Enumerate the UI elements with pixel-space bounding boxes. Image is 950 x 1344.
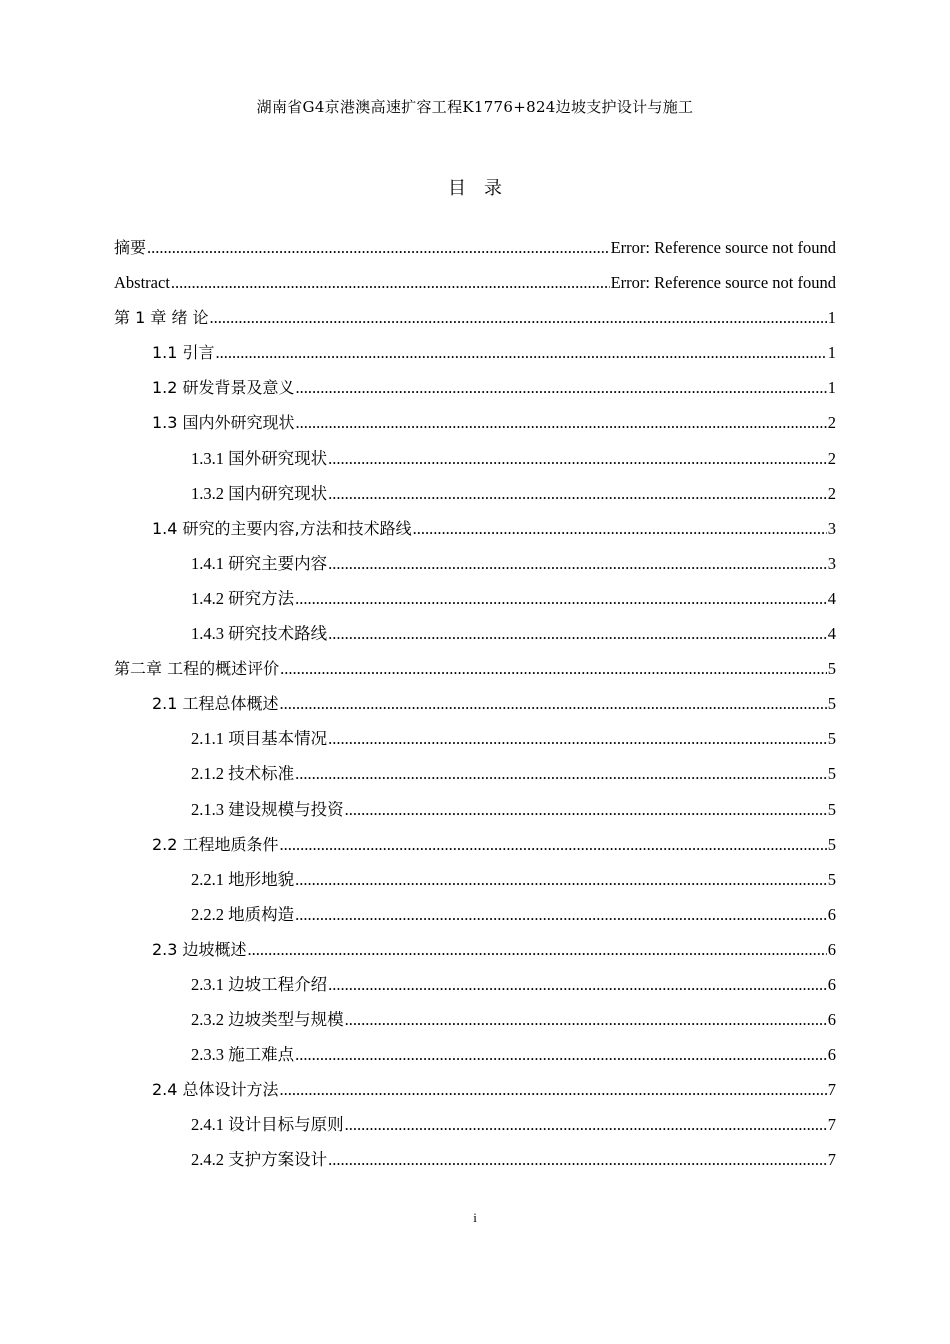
toc-entry[interactable] [114, 721, 836, 756]
toc-leader-dots [280, 686, 827, 721]
toc-entry-page: 3 [827, 518, 836, 538]
toc-leader-dots [171, 265, 610, 300]
toc-entry-page: 6 [827, 1010, 836, 1030]
toc-entry-label: 2.1.2 技术标准 [191, 764, 295, 784]
toc-leader-dots [328, 1142, 827, 1177]
toc-leader-dots [328, 441, 827, 476]
toc-entry-label: 2.2.1 地形地貌 [191, 869, 295, 889]
toc-leader-dots [295, 1037, 827, 1072]
toc-entry-label: 1.4.3 研究技术路线 [191, 624, 328, 644]
toc-entry-label: 1.4 研究的主要内容,方法和技术路线 [152, 518, 412, 538]
toc-title: 目 录 [448, 178, 502, 199]
toc-entry[interactable] [114, 1142, 836, 1177]
toc-entry-label: 1.3.1 国外研究现状 [191, 448, 328, 468]
toc-entry[interactable] [114, 476, 836, 511]
toc-entry-label: 2.3.1 边坡工程介绍 [191, 974, 328, 994]
toc-entry[interactable] [114, 265, 836, 300]
toc-entry[interactable] [114, 616, 836, 651]
toc-entry-label: 2.1 工程总体概述 [152, 694, 279, 714]
toc-entry-label: 1.1 引言 [152, 343, 215, 363]
toc-entry-label: 1.3 国内外研究现状 [152, 413, 295, 433]
toc-entry-label: 1.4.2 研究方法 [191, 588, 295, 608]
toc-entry-page: 5 [827, 694, 836, 714]
toc-entry-page: 2 [827, 413, 836, 433]
toc-entry[interactable] [114, 651, 836, 686]
toc-entry-page: 5 [827, 834, 836, 854]
toc-entry-page: 5 [827, 799, 836, 819]
toc-entry[interactable] [114, 335, 836, 370]
toc-entry-page: 6 [827, 939, 836, 959]
toc-leader-dots [295, 581, 827, 616]
toc-entry-page: Error: Reference source not found [610, 238, 836, 257]
toc-entry[interactable] [114, 1072, 836, 1107]
toc-entry-page: 1 [827, 378, 836, 398]
toc-entry[interactable] [114, 441, 836, 476]
toc-leader-dots [147, 230, 610, 265]
toc-entry[interactable] [114, 581, 836, 616]
toc-leader-dots [345, 1107, 827, 1142]
toc-leader-dots [210, 300, 827, 335]
toc-entry-page: 4 [827, 588, 836, 608]
toc-leader-dots [328, 476, 827, 511]
toc-leader-dots [280, 1072, 827, 1107]
toc-entry[interactable] [114, 405, 836, 440]
toc-entry-label: 1.4.1 研究主要内容 [191, 553, 328, 573]
toc-entry[interactable] [114, 1037, 836, 1072]
table-of-contents [114, 230, 836, 1178]
toc-entry-page: 4 [827, 624, 836, 644]
toc-entry-label: 2.3 边坡概述 [152, 939, 247, 959]
toc-entry-label: 第 1 章 绪 论 [114, 308, 209, 328]
toc-entry-label: 第二章 工程的概述评价 [114, 659, 280, 679]
toc-entry-page: 1 [827, 343, 836, 363]
toc-entry[interactable] [114, 300, 836, 335]
toc-entry-label: 2.4 总体设计方法 [152, 1080, 279, 1100]
toc-entry[interactable] [114, 686, 836, 721]
toc-entry[interactable] [114, 932, 836, 967]
toc-entry-label: 2.2 工程地质条件 [152, 834, 279, 854]
toc-entry[interactable] [114, 230, 836, 265]
toc-leader-dots [295, 897, 827, 932]
toc-entry-label: 2.3.2 边坡类型与规模 [191, 1010, 344, 1030]
toc-leader-dots [328, 616, 827, 651]
toc-entry-page: Error: Reference source not found [610, 273, 836, 293]
toc-leader-dots [345, 792, 827, 827]
toc-entry-page: 1 [827, 308, 836, 328]
toc-entry-label: 2.4.1 设计目标与原则 [191, 1115, 344, 1135]
toc-entry-page: 5 [827, 869, 836, 889]
toc-leader-dots [328, 721, 827, 756]
toc-leader-dots [345, 1002, 827, 1037]
toc-leader-dots [413, 511, 827, 546]
toc-entry-label: Abstract [114, 273, 170, 293]
toc-leader-dots [216, 335, 827, 370]
toc-entry[interactable] [114, 897, 836, 932]
toc-leader-dots [295, 862, 827, 897]
toc-entry-label: 2.4.2 支护方案设计 [191, 1150, 328, 1170]
toc-leader-dots [248, 932, 827, 967]
toc-entry-page: 5 [827, 659, 836, 679]
toc-leader-dots [280, 651, 827, 686]
toc-entry[interactable] [114, 967, 836, 1002]
toc-leader-dots [328, 967, 827, 1002]
toc-entry-page: 3 [827, 553, 836, 573]
toc-leader-dots [296, 405, 827, 440]
toc-entry-page: 7 [827, 1115, 836, 1135]
toc-entry[interactable] [114, 1002, 836, 1037]
toc-entry[interactable] [114, 546, 836, 581]
toc-entry-label: 1.2 研发背景及意义 [152, 378, 295, 398]
toc-entry-page: 7 [827, 1150, 836, 1170]
toc-entry[interactable] [114, 792, 836, 827]
toc-leader-dots [296, 370, 827, 405]
toc-entry[interactable] [114, 756, 836, 791]
toc-entry-label: 2.1.3 建设规模与投资 [191, 799, 344, 819]
toc-entry-page: 2 [827, 483, 836, 503]
toc-entry[interactable] [114, 862, 836, 897]
toc-entry[interactable] [114, 370, 836, 405]
page-number: i [473, 1210, 477, 1225]
toc-entry-page: 7 [827, 1080, 836, 1100]
toc-entry-page: 6 [827, 974, 836, 994]
toc-leader-dots [328, 546, 827, 581]
toc-entry-label: 2.2.2 地质构造 [191, 904, 295, 924]
toc-entry-label: 摘要 [114, 238, 147, 257]
toc-entry-page: 5 [827, 764, 836, 784]
toc-entry-page: 6 [827, 904, 836, 924]
toc-entry-label: 1.3.2 国内研究现状 [191, 483, 328, 503]
toc-entry[interactable] [114, 1107, 836, 1142]
toc-entry-page: 2 [827, 448, 836, 468]
toc-leader-dots [280, 827, 827, 862]
toc-entry-page: 5 [827, 729, 836, 749]
toc-entry[interactable] [114, 511, 836, 546]
toc-leader-dots [295, 756, 827, 791]
toc-entry-label: 2.3.3 施工难点 [191, 1045, 295, 1065]
toc-entry-label: 2.1.1 项目基本情况 [191, 729, 328, 749]
toc-entry-page: 6 [827, 1045, 836, 1065]
toc-entry[interactable] [114, 827, 836, 862]
running-header: 湖南省G4京港澳高速扩容工程K1776+824边坡支护设计与施工 [256, 98, 694, 116]
